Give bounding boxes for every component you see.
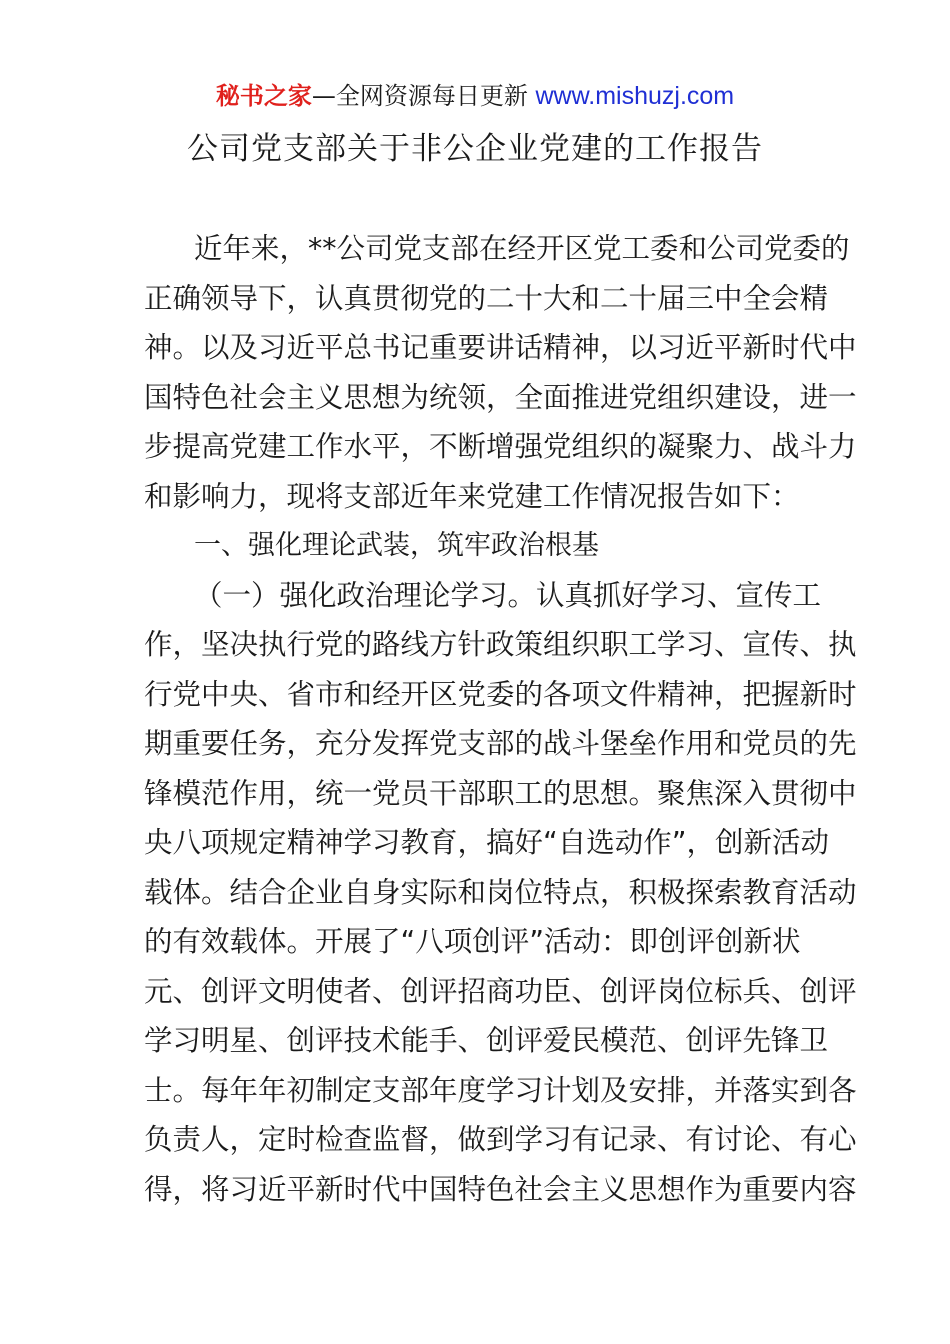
document-title: 公司党支部关于非公企业党建的工作报告 xyxy=(187,131,763,167)
paragraph-line: 的有效载体。开展了“八项创评”活动：即创评创新状 xyxy=(144,925,801,958)
paragraph-line: 近年来，**公司党支部在经开区党工委和公司党委的 xyxy=(194,232,850,265)
paragraph-line: 负责人，定时检查监督，做到学习有记录、有讨论、有心 xyxy=(144,1123,857,1156)
paragraph-line: （一）强化政治理论学习。认真抓好学习、宣传工 xyxy=(194,578,822,612)
paragraph-line: 学习明星、创评技术能手、创评爱民模范、创评先锋卫 xyxy=(144,1024,829,1057)
paragraph-line: 士。每年年初制定支部年度学习计划及安排，并落实到各 xyxy=(144,1073,857,1107)
paragraph-line: 行党中央、省市和经开区党委的各项文件精神，把握新时 xyxy=(144,677,857,711)
paragraph-line: 得，将习近平新时代中国特色社会主义思想作为重要内容 xyxy=(144,1172,857,1206)
section-heading: 一、强化理论武装，筑牢政治根基 xyxy=(194,530,599,561)
paragraph-line: 央八项规定精神学习教育，搞好“自选动作”，创新活动 xyxy=(144,826,830,859)
site-header xyxy=(0,80,950,112)
site-slogan: —全网资源每日更新 xyxy=(311,82,536,110)
paragraph-line: 正确领导下，认真贯彻党的二十大和二十届三中全会精 xyxy=(144,281,829,315)
site-url-link[interactable]: www.mishuzj.com xyxy=(535,82,735,110)
site-name: 秘书之家 xyxy=(215,82,312,110)
paragraph-line: 锋模范作用，统一党员干部职工的思想。聚焦深入贯彻中 xyxy=(144,776,857,810)
paragraph-line: 国特色社会主义思想为统领，全面推进党组织建设，进一 xyxy=(144,380,857,414)
paragraph-line: 作，坚决执行党的路线方针政策组织职工学习、宣传、执 xyxy=(144,628,857,661)
paragraph-line: 神。以及习近平总书记重要讲话精神，以习近平新时代中 xyxy=(144,331,857,364)
paragraph-line: 和影响力，现将支部近年来党建工作情况报告如下： xyxy=(144,479,800,513)
paragraph-line: 载体。结合企业自身实际和岗位特点，积极探索教育活动 xyxy=(144,875,857,909)
paragraph-line: 元、创评文明使者、创评招商功臣、创评岗位标兵、创评 xyxy=(144,974,857,1008)
document-body xyxy=(144,224,857,1214)
paragraph-line: 步提高党建工作水平，不断增强党组织的凝聚力、战斗力 xyxy=(144,430,857,463)
paragraph-line: 期重要任务，充分发挥党支部的战斗堡垒作用和党员的先 xyxy=(144,727,857,760)
